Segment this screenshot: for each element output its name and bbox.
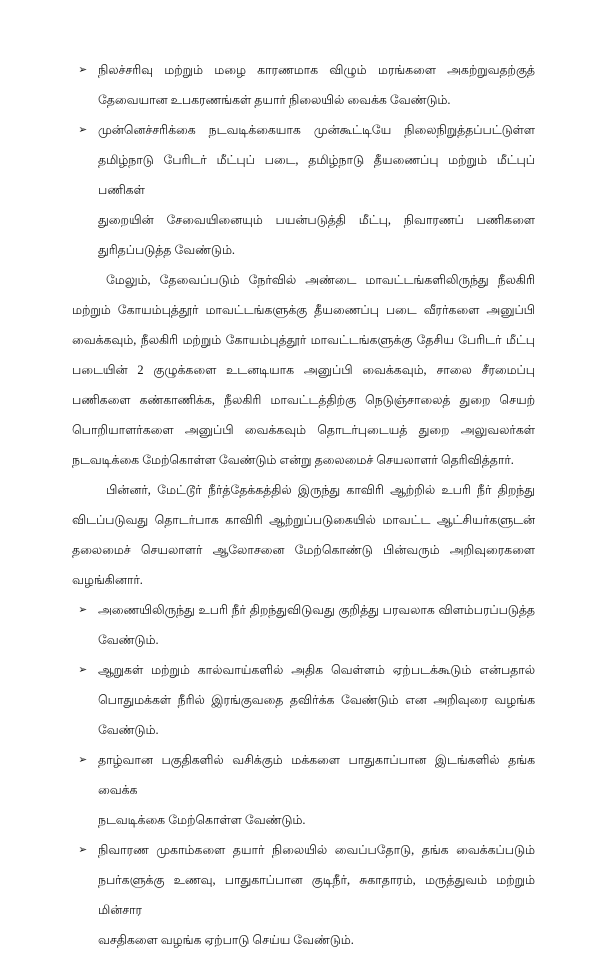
paragraph-first-line: பின்னர், மேட்டூர் நீர்த்தேக்கத்தில் இருந்து காவிரி ஆற்றில் உபரி நீர் திறந்து (106, 483, 535, 497)
bullet-list-item (72, 745, 535, 805)
bullet-list-item (72, 835, 535, 865)
bullet-text-line: அணையிலிருந்து உபரி நீர் திறந்துவிடுவது குறித்து பரவலாக விளம்பரப்படுத்த (98, 603, 535, 617)
paragraph-line: பணிகளை கண்காணிக்க, நீலகிரி மாவட்டத்திற்கு நெடுஞ்சாலைத் துறை செயற் (72, 393, 535, 407)
bullet-arrow-icon: ➢ (78, 663, 88, 676)
bullet-continuation-line (72, 805, 535, 835)
paragraph-line: நடவடிக்கை மேற்கொள்ள வேண்டும் என்று தலைமைச் செயலாளர் தெரிவித்தார். (72, 453, 514, 467)
bullet-list-item (72, 115, 535, 145)
paragraph-line: படையின் 2 குழுக்களை உடனடியாக அனுப்பி வைக்கவும், சாலை சீரமைப்பு (72, 363, 535, 377)
bullet-text-line: துறையின் சேவையினையும் பயன்படுத்தி மீட்பு, நிவாரணப் பணிகளை (98, 213, 535, 227)
bullet-continuation-line (72, 715, 535, 745)
paragraph-first-line: மேலும், தேவைப்படும் நேர்வில் அண்டை மாவட்டங்களிலிருந்து நீலகிரி (106, 273, 535, 287)
bullet-arrow-icon: ➢ (78, 63, 88, 76)
document-body (72, 55, 535, 955)
paragraph-line: விடப்படுவது தொடர்பாக காவிரி ஆற்றுப்படுகையில் மாவட்ட ஆட்சியர்களுடன் (72, 513, 535, 527)
bullet-text-line: நபர்களுக்கு உணவு, பாதுகாப்பான குடிநீர், சுகாதாரம், மருத்துவம் மற்றும் மின்சார (98, 873, 535, 917)
bullet-list-item (72, 595, 535, 625)
bullet-text-line: தேவையான உபகரணங்கள் தயார் நிலையில் வைக்க வேண்டும். (98, 93, 451, 107)
bullet-continuation-line (72, 235, 535, 265)
bullet-text-line: தமிழ்நாடு பேரிடர் மீட்புப் படை, தமிழ்நாடு தீயணைப்பு மற்றும் மீட்புப் பணிகள் (98, 153, 535, 197)
paragraph-line: பொறியாளர்களை அனுப்பி வைக்கவும் தொடர்புடையத் துறை அலுவலர்கள் (72, 423, 535, 437)
bullet-text-line: நிலச்சரிவு மற்றும் மழை காரணமாக விழும் மரங்களை அகற்றுவதற்குத் (98, 63, 535, 77)
bullet-arrow-icon: ➢ (78, 123, 88, 136)
bullet-list-item (72, 655, 535, 685)
bullet-continuation-line (72, 205, 535, 235)
paragraph-line: வைக்கவும், நீலகிரி மற்றும் கோயம்புத்தூர் மாவட்டங்களுக்கு தேசிய பேரிடர் மீட்பு (72, 333, 535, 347)
bullet-text-line: துரிதப்படுத்த வேண்டும். (98, 243, 236, 257)
paragraph-line: தலைமைச் செயலாளர் ஆலோசனை மேற்கொண்டு பின்வரும் அறிவுரைகளை (72, 543, 535, 557)
bullet-continuation-line (72, 625, 535, 655)
bullet-text-line: வசதிகளை வழங்க ஏற்பாடு செய்ய வேண்டும். (98, 933, 354, 947)
bullet-continuation-line (72, 85, 535, 115)
bullet-arrow-icon: ➢ (78, 753, 88, 766)
bullet-list-item (72, 55, 535, 85)
bullet-text-line: முன்னெச்சரிக்கை நடவடிக்கையாக முன்கூட்டியே நிலைநிறுத்தப்பட்டுள்ள (98, 123, 535, 137)
bullet-text-line: வேண்டும். (98, 633, 159, 647)
bullet-arrow-icon: ➢ (78, 603, 88, 616)
bullet-arrow-icon: ➢ (78, 843, 88, 856)
bullet-continuation-line (72, 865, 535, 925)
bullet-continuation-line (72, 925, 535, 955)
bullet-text-line: ஆறுகள் மற்றும் கால்வாய்களில் அதிக வெள்ளம் ஏற்படக்கூடும் என்பதால் (98, 663, 535, 677)
paragraph-line: வழங்கினார். (72, 573, 143, 587)
bullet-text-line: தாழ்வான பகுதிகளில் வசிக்கும் மக்களை பாதுகாப்பான இடங்களில் தங்க வைக்க (98, 753, 535, 797)
bullet-text-line: நடவடிக்கை மேற்கொள்ள வேண்டும். (98, 813, 306, 827)
paragraph-line: மற்றும் கோயம்புத்தூர் மாவட்டங்களுக்கு தீயணைப்பு படை வீரர்களை அனுப்பி (72, 303, 535, 317)
bullet-text-line: பொதுமக்கள் நீரில் இரங்குவதை தவிர்க்க வேண்டும் என அறிவுரை வழங்க (98, 693, 535, 707)
bullet-continuation-line (72, 145, 535, 205)
bullet-text-line: வேண்டும். (98, 723, 159, 737)
bullet-text-line: நிவாரண முகாம்களை தயார் நிலையில் வைப்பதோடு, தங்க வைக்கப்படும் (98, 843, 535, 857)
bullet-continuation-line (72, 685, 535, 715)
